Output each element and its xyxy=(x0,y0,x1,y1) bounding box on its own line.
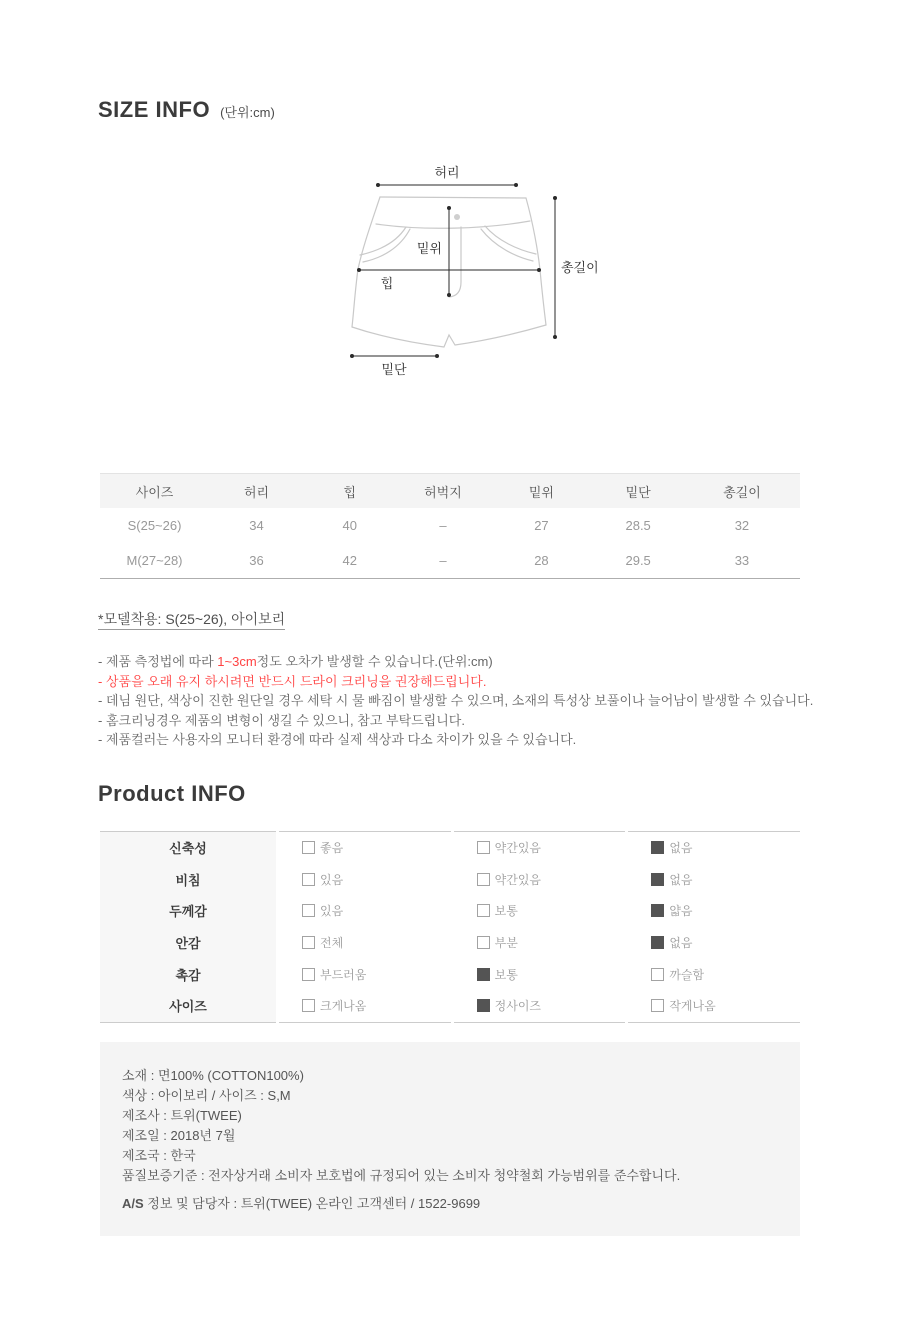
note-line xyxy=(98,652,900,672)
size-table-cell: 42 xyxy=(342,553,357,568)
product-option xyxy=(279,863,451,895)
size-table-cell: 28 xyxy=(534,553,549,568)
product-option xyxy=(454,958,626,990)
detail-line: 제조국 : 한국 xyxy=(122,1147,196,1163)
product-option xyxy=(279,958,451,990)
product-option-label: 없음 xyxy=(669,840,693,855)
notes-list xyxy=(98,652,900,750)
size-table-header-cell: 힙 xyxy=(304,474,395,509)
product-option xyxy=(454,863,626,895)
product-option-label: 좋음 xyxy=(320,840,344,855)
size-table-header-cell: 허리 xyxy=(209,474,304,509)
diagram-label-total-length: 총길이 xyxy=(561,260,599,275)
as-info-line xyxy=(122,1194,780,1214)
checkbox-checked-icon xyxy=(651,873,664,886)
detail-line: 제조사 : 트위(TWEE) xyxy=(122,1107,242,1123)
product-option-label: 부드러움 xyxy=(320,967,367,982)
product-option-label: 있음 xyxy=(320,872,344,887)
product-table xyxy=(100,831,800,1023)
checkbox-unchecked-icon xyxy=(302,936,315,949)
product-option xyxy=(454,927,626,959)
detail-line: 제조일 : 2018년 7월 xyxy=(122,1127,236,1143)
product-row-label: 사이즈 xyxy=(169,999,207,1015)
product-option-label: 작게나옴 xyxy=(669,999,716,1014)
size-table-cell: 27 xyxy=(534,518,549,533)
checkbox-unchecked-icon xyxy=(477,841,490,854)
diagram-label-hip: 힙 xyxy=(380,276,394,291)
product-option-label: 약간있음 xyxy=(494,872,542,887)
checkbox-unchecked-icon xyxy=(302,841,315,854)
note-text: 제품컬러는 사용자의 모니터 환경에 따라 실제 색상과 다소 차이가 있을 수 있습니다. xyxy=(105,732,577,747)
product-option xyxy=(628,832,800,864)
size-table-cell: 28.5 xyxy=(625,518,651,533)
product-option-label: 까슬함 xyxy=(669,967,705,982)
size-table-header-cell: 밑위 xyxy=(490,474,592,509)
note-dash: - xyxy=(98,673,106,689)
product-label-column xyxy=(100,831,276,1023)
detail-line: 소재 : 면100% (COTTON100%) xyxy=(122,1067,304,1083)
size-table-cell: 33 xyxy=(734,553,750,568)
note-line xyxy=(98,730,900,750)
product-row-label: 촉감 xyxy=(175,967,201,983)
product-option-label: 보통 xyxy=(494,967,518,982)
product-option-column xyxy=(628,831,800,1023)
size-table-cell: 40 xyxy=(342,518,357,533)
checkbox-unchecked-icon xyxy=(477,904,490,917)
product-option-column xyxy=(279,831,451,1023)
product-option-label: 약간있음 xyxy=(494,840,542,855)
product-option xyxy=(628,927,800,959)
product-option xyxy=(279,895,451,927)
note-dash: - xyxy=(98,732,106,747)
size-info-title: SIZE INFO xyxy=(98,97,211,122)
size-table-cell: 32 xyxy=(734,518,750,533)
note-text: 제품 측정법에 따라 xyxy=(105,654,218,669)
as-info-rest: 정보 및 담당자 : 트위(TWEE) 온라인 고객센터 / 1522-9699 xyxy=(143,1195,481,1211)
product-option-column xyxy=(454,831,626,1023)
product-option-label: 없음 xyxy=(669,935,693,950)
size-table-header-cell: 총길이 xyxy=(684,474,800,509)
size-info-header xyxy=(98,97,900,123)
size-table-cell: – xyxy=(439,518,447,533)
checkbox-checked-icon xyxy=(477,968,490,981)
product-option xyxy=(454,895,626,927)
checkbox-unchecked-icon xyxy=(651,999,664,1012)
product-option xyxy=(628,990,800,1022)
checkbox-unchecked-icon xyxy=(302,999,315,1012)
checkbox-checked-icon xyxy=(651,841,664,854)
model-fit-note-text: *모델착용: S(25~26), 아이보리 xyxy=(98,611,285,630)
note-text: 정도 오차가 발생할 수 있습니다.(단위:cm) xyxy=(256,654,493,669)
product-option xyxy=(279,832,451,864)
checkbox-unchecked-icon xyxy=(302,904,315,917)
note-line xyxy=(98,711,900,731)
detail-line: 색상 : 아이보리 / 사이즈 : S,M xyxy=(122,1087,291,1103)
shorts-measurement-diagram xyxy=(330,151,630,391)
checkbox-checked-icon xyxy=(651,936,664,949)
button-dot xyxy=(454,214,460,220)
note-dash: - xyxy=(98,654,106,669)
note-text: 데님 원단, 색상이 진한 원단일 경우 세탁 시 물 빠짐이 발생할 수 있으며, 소재의 특성상 보풀이나 늘어남이 발생할 수 있습니다. xyxy=(105,693,814,708)
size-table-row xyxy=(100,543,800,579)
detail-lines xyxy=(122,1066,780,1186)
product-option-label: 얇음 xyxy=(669,904,693,919)
size-table-head xyxy=(100,474,800,509)
product-option-label: 부분 xyxy=(494,935,518,950)
checkbox-checked-icon xyxy=(651,904,664,917)
product-info-title: Product INFO xyxy=(98,780,246,806)
size-table-header-cell: 사이즈 xyxy=(100,474,209,509)
product-row-label: 두께감 xyxy=(169,904,207,920)
product-option-label: 없음 xyxy=(669,872,693,887)
product-option xyxy=(279,927,451,959)
product-option xyxy=(628,958,800,990)
size-table-cell: 36 xyxy=(249,553,264,568)
product-option-label: 전체 xyxy=(320,935,344,950)
detail-line: 품질보증기준 : 전자상거래 소비자 보호법에 규정되어 있는 소비자 청약철회 가능범위를 준수합니다. xyxy=(122,1167,681,1183)
note-line xyxy=(98,691,900,711)
size-info-unit-label: (단위:cm) xyxy=(220,105,275,120)
as-info-bold: A/S xyxy=(122,1195,144,1211)
checkbox-unchecked-icon xyxy=(302,968,315,981)
size-table-header-cell: 밑단 xyxy=(592,474,683,509)
size-table-header-row xyxy=(100,474,800,509)
note-text: 상품을 오래 유지 하시려면 반드시 드라이 크리닝을 권장해드립니다. xyxy=(105,673,487,689)
model-fit-note xyxy=(98,609,900,629)
product-option xyxy=(628,895,800,927)
product-option-label: 정사이즈 xyxy=(494,999,542,1014)
size-table-cell: S(25~26) xyxy=(127,518,182,533)
diagram-label-hem: 밑단 xyxy=(381,362,407,377)
product-row-label: 비침 xyxy=(175,872,201,888)
size-table-cell: M(27~28) xyxy=(126,553,183,568)
checkbox-unchecked-icon xyxy=(651,968,664,981)
note-line xyxy=(98,672,900,692)
note-text: 홈크리닝경우 제품의 변형이 생길 수 있으니, 참고 부탁드립니다. xyxy=(105,712,465,728)
size-table xyxy=(100,473,800,579)
product-option-label: 크게나옴 xyxy=(320,999,367,1014)
product-option xyxy=(454,990,626,1022)
size-table-header-cell: 허벅지 xyxy=(395,474,490,509)
product-option xyxy=(628,863,800,895)
note-dash: - xyxy=(98,712,106,728)
size-table-cell: 29.5 xyxy=(625,553,651,568)
checkbox-unchecked-icon xyxy=(302,873,315,886)
checkbox-checked-icon xyxy=(477,999,490,1012)
size-table-cell: 34 xyxy=(249,518,264,533)
size-table-body xyxy=(100,508,800,579)
diagram-label-waist: 허리 xyxy=(434,165,460,180)
note-dash: - xyxy=(98,693,106,708)
product-option-label: 보통 xyxy=(494,904,518,919)
size-table-row xyxy=(100,508,800,543)
product-option-label: 있음 xyxy=(320,904,344,919)
note-text: 1~3cm xyxy=(217,654,257,669)
diagram-label-rise: 밑위 xyxy=(416,241,442,256)
checkbox-unchecked-icon xyxy=(477,936,490,949)
product-option xyxy=(279,990,451,1022)
product-option xyxy=(454,832,626,864)
product-row-label: 안감 xyxy=(175,935,201,951)
checkbox-unchecked-icon xyxy=(477,873,490,886)
size-table-cell: – xyxy=(439,553,447,568)
product-row-label: 신축성 xyxy=(169,840,207,856)
product-details-box xyxy=(100,1042,800,1236)
